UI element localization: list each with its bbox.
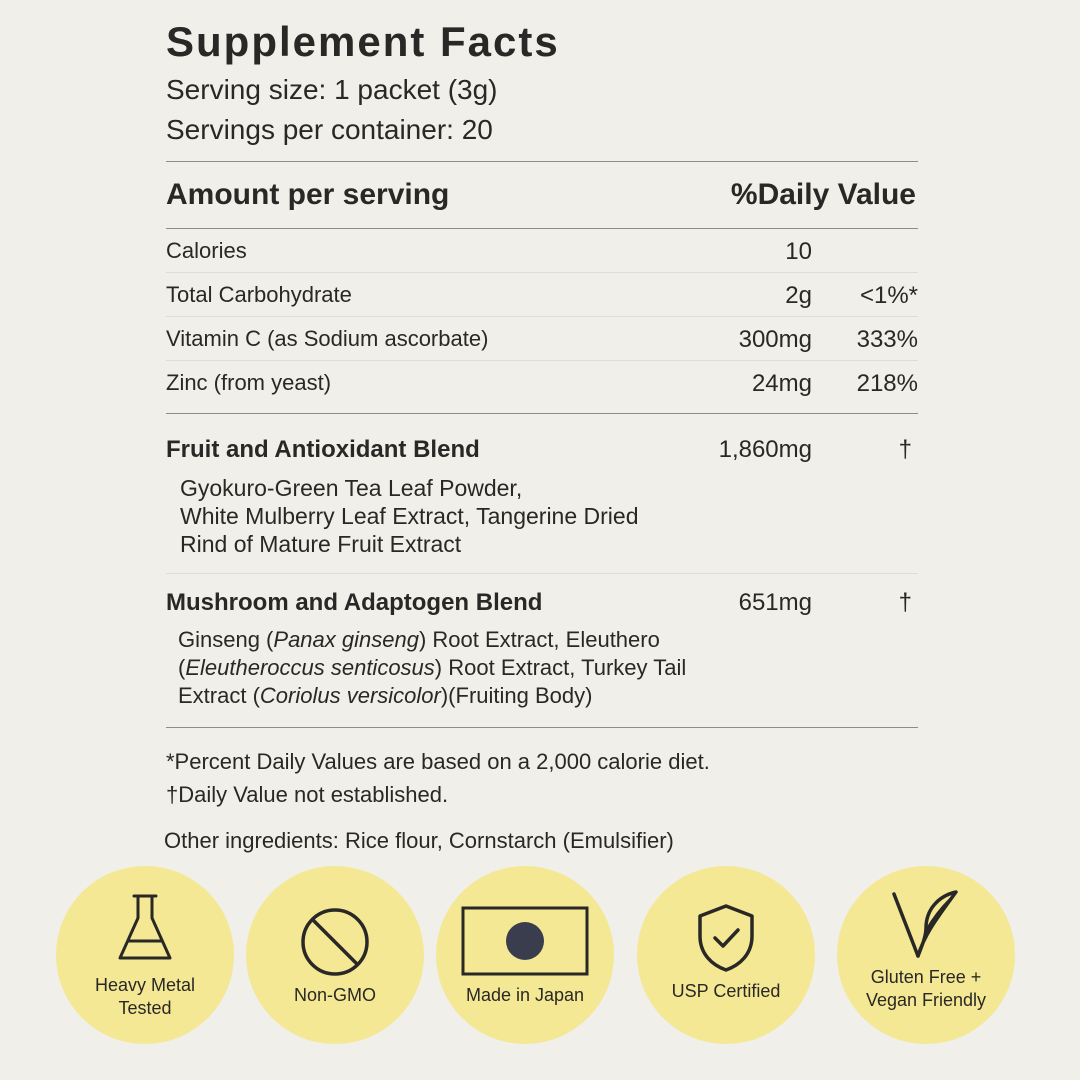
badge-label: Made in Japan: [465, 985, 585, 1005]
nutrient-dv: 218%: [856, 370, 918, 397]
badge-label: Heavy Metal Tested: [94, 975, 196, 1018]
page-title: Supplement Facts: [166, 18, 560, 65]
amount-per-serving-header: Amount per serving: [166, 178, 450, 211]
daily-value-header: %Daily Value: [730, 178, 916, 211]
blend-description-line: Gyokuro-Green Tea Leaf Powder,: [180, 475, 523, 501]
divider: [166, 727, 918, 728]
nutrient-row-zinc: [166, 362, 918, 406]
nutrient-amount: 300mg: [738, 326, 812, 353]
nutrient-dv: 333%: [856, 326, 918, 353]
shield-check-icon: [695, 902, 757, 974]
badge-usp-certified: [637, 866, 815, 1044]
blend-amount-mushroom: 651mg: [738, 589, 812, 616]
nutrient-name: Total Carbohydrate: [166, 282, 352, 307]
blend-description-line: (Eleutheroccus senticosus) Root Extract, Turkey Tail: [178, 655, 687, 680]
nutrient-amount: 24mg: [751, 370, 812, 397]
badge-label: USP Certified: [671, 981, 781, 1001]
blend-amount-fruit: 1,860mg: [718, 436, 812, 463]
nutrient-row-calories: [166, 230, 918, 274]
nutrient-amount: 10: [785, 238, 812, 265]
flask-icon: [115, 892, 175, 964]
japan-flag-icon: [461, 906, 589, 978]
blend-description-line: Extract (Coriolus versicolor)(Fruiting Body): [178, 683, 593, 708]
blend-description-fruit: [180, 474, 760, 558]
leaf-icon: [890, 888, 962, 960]
blend-description-line: White Mulberry Leaf Extract, Tangerine Dried: [180, 503, 639, 529]
blend-dv-fruit: †: [898, 436, 912, 463]
badge-heavy-metal-tested: [56, 866, 234, 1044]
badge-gluten-free-vegan: [837, 866, 1015, 1044]
row-divider: [166, 360, 918, 361]
nutrient-row-carbohydrate: [166, 274, 918, 318]
badge-non-gmo: [246, 866, 424, 1044]
divider: [166, 161, 918, 162]
divider: [166, 228, 918, 229]
nutrient-name: Calories: [166, 238, 247, 263]
badge-label: Non-GMO: [293, 985, 376, 1005]
row-divider: [166, 316, 918, 317]
badge-label: Gluten Free + Vegan Friendly: [865, 967, 987, 1010]
blend-name-fruit: Fruit and Antioxidant Blend: [166, 436, 480, 463]
footnote-percent: *Percent Daily Values are based on a 2,000 calorie diet.: [166, 749, 710, 774]
blend-description-line: Rind of Mature Fruit Extract: [180, 531, 462, 557]
nutrient-dv: <1%*: [859, 282, 918, 309]
serving-size: Serving size: 1 packet (3g): [166, 74, 498, 105]
footnote-dagger: †Daily Value not established.: [166, 782, 449, 807]
prohibited-icon: [299, 906, 371, 978]
blend-description-mushroom: [178, 626, 758, 710]
nutrient-name: Vitamin C (as Sodium ascorbate): [166, 326, 489, 351]
other-ingredients: Other ingredients: Rice flour, Cornstarch (Emulsifier): [164, 828, 674, 853]
blend-name-mushroom: Mushroom and Adaptogen Blend: [166, 589, 543, 616]
nutrient-row-vitamin-c: [166, 318, 918, 362]
servings-per-container: Servings per container: 20: [166, 114, 493, 145]
badge-made-in-japan: [436, 866, 614, 1044]
divider: [166, 413, 918, 414]
row-divider: [166, 272, 918, 273]
blend-description-line: Ginseng (Panax ginseng) Root Extract, Eleuthero: [178, 627, 660, 652]
nutrient-amount: 2g: [785, 282, 812, 309]
blend-dv-mushroom: †: [898, 589, 912, 616]
nutrient-name: Zinc (from yeast): [166, 370, 332, 395]
row-divider: [166, 573, 918, 574]
